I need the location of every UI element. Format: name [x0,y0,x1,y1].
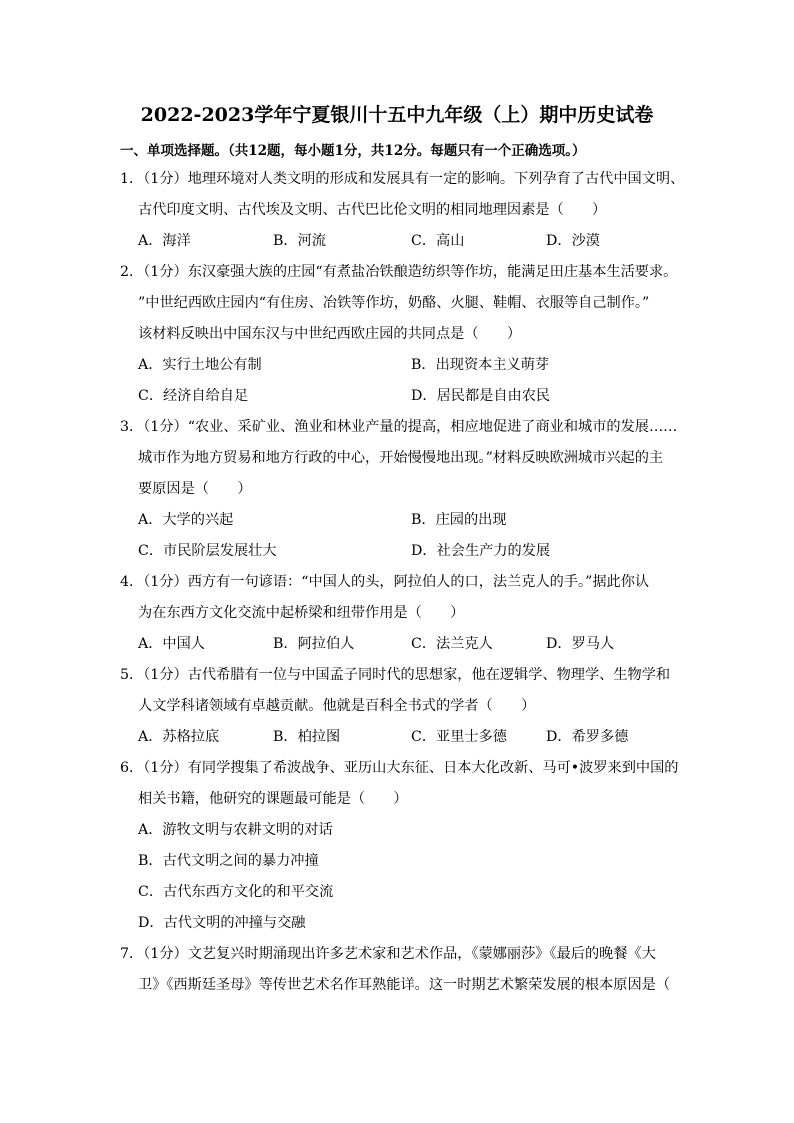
page-title: 2022-2023学年宁夏银川十五中九年级（上）期中历史试卷 [140,104,654,126]
option-c[interactable]: C．亚里士多德 [411,729,507,745]
question-1 [120,164,685,257]
question-5-stem-line-2: 人文学科诸领域有卓越贡献。他就是百科全书式的学者（ ） [138,698,536,714]
question-4-options [138,629,676,660]
question-3 [120,412,676,567]
question-3-stem-line-3: 要原因是（ ） [138,481,252,497]
option-c[interactable]: C．市民阶层发展壮大 [138,543,277,559]
question-7-stem-line-1: 7．（1分）文艺复兴时期涌现出许多艺术家和艺术作品，《蒙娜丽莎》《最后的晚餐《大 [120,946,656,962]
question-1-stem-line-1: 1．（1分）地理环境对人类文明的形成和发展具有一定的影响。下列孕育了古代中国文明、 [120,171,685,187]
question-5-stem-line-1: 5．（1分）古代希腊有一位与中国孟子同时代的思想家，他在逻辑学、物理学、生物学和 [120,667,671,683]
question-4-stem-line-1: 4．（1分）西方有一句谚语：“中国人的头，阿拉伯人的口，法兰克人的手。”据此你认 [120,574,650,590]
option-b[interactable]: B．河流 [273,233,326,249]
option-c[interactable]: C．经济自给自足 [138,388,249,404]
option-d[interactable]: D．古代文明的冲撞与交融 [138,915,306,931]
option-c[interactable]: C．法兰克人 [411,636,493,652]
question-3-options-row-2 [138,536,676,567]
question-6-option-row-d [138,908,676,939]
option-a[interactable]: A．游牧文明与农耕文明的对话 [138,822,333,838]
option-d[interactable]: D．沙漠 [546,233,600,249]
option-a[interactable]: A．中国人 [138,636,205,652]
question-4-stem-line-2: 为在东西方文化交流中起桥梁和纽带作用是（ ） [138,605,465,621]
question-2-stem-line-1: 2．（1分）东汉豪强大族的庄园“有煮盐冶铁酿造纺织等作坊，能满足田庄基本生活要求。 [120,264,678,280]
question-3-options-row-1 [138,505,676,536]
question-7-stem-line-2: 卫》《西斯廷圣母》等传世艺术名作耳熟能详。这一时期艺术繁荣发展的根本原因是（ [138,977,671,993]
question-6-stem-line-2: 相关书籍，他研究的课题最可能是（ ） [138,791,408,807]
question-4 [120,567,676,660]
question-5 [120,660,676,753]
option-d[interactable]: D．希罗多德 [546,729,629,745]
option-d[interactable]: D．社会生产力的发展 [411,543,551,559]
option-a[interactable]: A．苏格拉底 [138,729,220,745]
option-b[interactable]: B．出现资本主义萌芽 [411,357,550,373]
question-6-stem-line-1: 6．（1分）有同学搜集了希波战争、亚历山大东征、日本大化改新、马可•波罗来到中国的 [120,760,679,776]
question-6-option-row-b [138,846,676,877]
question-6-option-row-a [138,815,676,846]
question-1-options [138,226,676,257]
option-b[interactable]: B．古代文明之间的暴力冲撞 [138,853,319,869]
question-7 [120,939,676,1001]
question-2 [120,257,676,412]
question-1-stem-line-2: 古代印度文明、古代埃及文明、古代巴比伦文明的相同地理因素是（ ） [138,202,607,218]
option-a[interactable]: A．海洋 [138,233,191,249]
option-a[interactable]: A．大学的兴起 [138,512,234,528]
option-d[interactable]: D．居民都是自由农民 [411,388,551,404]
question-3-stem-line-2: 城市作为地方贸易和地方行政的中心，开始慢慢地出现。”材料反映欧洲城市兴起的主 [138,450,664,466]
question-5-options [138,722,676,753]
option-c[interactable]: C．高山 [411,233,465,249]
question-6-option-row-c [138,877,676,908]
question-2-stem-line-3: 该材料反映出中国东汉与中世纪西欧庄园的共同点是（ ） [138,326,522,342]
question-3-stem-line-1: 3．（1分）“农业、采矿业、渔业和林业产量的提高，相应地促进了商业和城市的发展…… [120,419,678,435]
option-b[interactable]: B．柏拉图 [273,729,341,745]
option-b[interactable]: B．庄园的出现 [411,512,507,528]
option-a[interactable]: A．实行土地公有制 [138,357,262,373]
question-2-stem-line-2: ”中世纪西欧庄园内“有住房、冶铁等作坊，奶酪、火腿、鞋帽、衣服等自己制作。” [138,295,650,311]
option-c[interactable]: C．古代东西方文化的和平交流 [138,884,334,900]
question-2-options-row-1 [138,350,676,381]
option-d[interactable]: D．罗马人 [546,636,615,652]
question-6 [120,753,679,939]
question-2-options-row-2 [138,381,676,412]
section-heading: 一、单项选择题。（共12题，每小题1分，共12分。每题只有一个正确选项。） [120,143,586,159]
option-b[interactable]: B．阿拉伯人 [273,636,355,652]
